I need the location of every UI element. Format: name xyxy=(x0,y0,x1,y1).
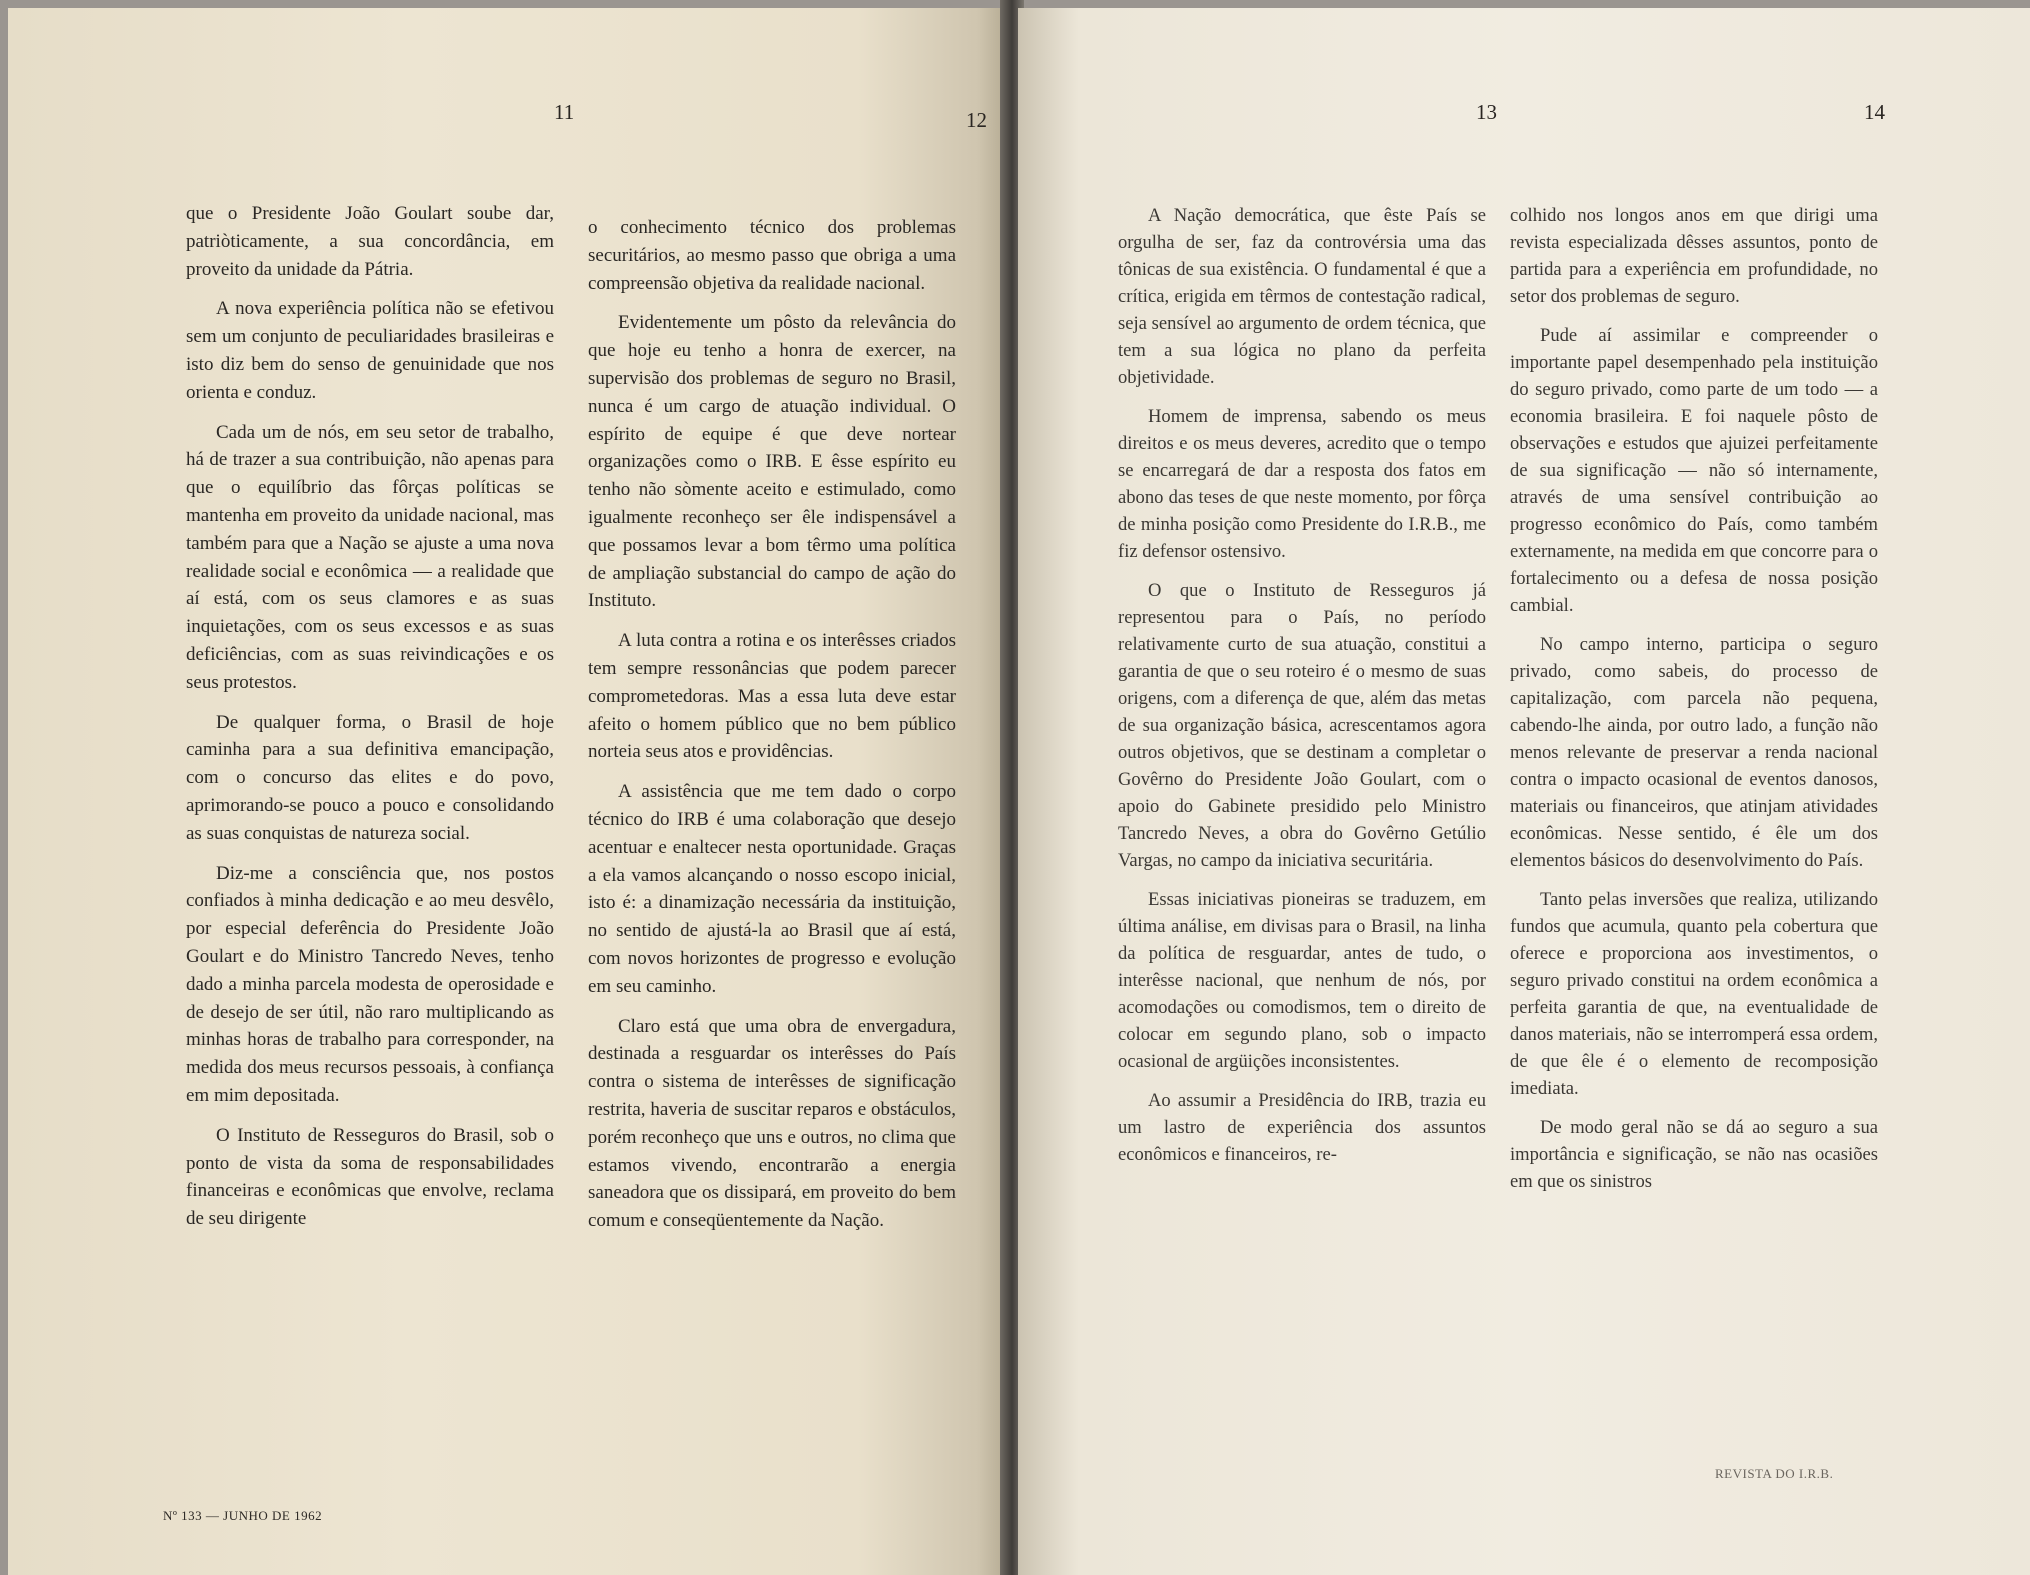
column-page-12 xyxy=(588,214,956,1247)
page-number-14: 14 xyxy=(1864,100,1885,124)
paragraph: Claro está que uma obra de envergadura, destinada a resguardar os interêsses do País contra o sistema de interêsses de significação restrita, haveria de suscitar reparos e obstáculos, porém reconheço que uns e outros, no clima que estamos vivendo, encontrarão a energia saneadora que os dissipará, em proveito do bem comum e conseqüentemente da Nação. xyxy=(588,1015,956,1232)
page-number-13: 13 xyxy=(1476,100,1497,124)
paragraph: Tanto pelas inversões que realiza, utilizando fundos que acumula, quanto pela cobertura que oferece e proporciona aos investimentos, o seguro privado constitui na ordem econômica a perfeita garantia de que, na eventualidade de danos materiais, não se interromperá essa ordem, de que êle é o elemento de recomposição imediata. xyxy=(1510,889,1878,1099)
paragraph: colhido nos longos anos em que dirigi uma revista especializada dêsses assuntos, ponto de partida para a experiência em profundidade, no setor dos problemas de seguro. xyxy=(1510,205,1878,307)
paragraph: Ao assumir a Presidência do IRB, trazia eu um lastro de experiência dos assuntos econômicos e financeiros, re- xyxy=(1118,1090,1486,1165)
paragraph: A Nação democrática, que êste País se orgulha de ser, faz da controvérsia uma das tônicas de sua existência. O fundamental é que a crítica, erigida em têrmos de contestação radical, seja sensível ao argumento de ordem técnica, que tem a sua lógica no plano da perfeita objetividade. xyxy=(1118,205,1486,388)
page-number-11: 11 xyxy=(554,100,575,124)
paragraph: Pude aí assimilar e compreender o importante papel desempenhado pela instituição do seguro privado, como parte de um todo — a economia brasileira. E foi naquele pôsto de observações e estudos que ajuizei perfeitamente de sua significação — não só internamente, através de uma sensível contribuição ao progresso econômico do País, como também externamente, na medida em que concorre para o fortalecimento ou a defesa de nossa posição cambial. xyxy=(1510,325,1878,616)
paragraph: No campo interno, participa o seguro privado, como sabeis, do processo de capitalização, com parcela não pequena, cabendo-lhe ainda, por outro lado, a função não menos relevante de preservar a renda nacional contra o impacto ocasional de eventos danosos, materiais ou financeiros, que atinjam atividades econômicas. Nesse sentido, é êle um dos elementos básicos do desenvolvimento do País. xyxy=(1510,634,1878,871)
column-page-11 xyxy=(186,200,554,1245)
paragraph: Diz-me a consciência que, nos postos confiados à minha dedicação e ao meu desvêlo, por especial deferência do Presidente João Goulart e do Ministro Tancredo Neves, tenho dado a minha parcela modesta de operosidade e de desejo de ser útil, não raro multiplicando as minhas horas de trabalho para corresponder, na medida dos meus recursos pessoais, à confiança em mim depositada. xyxy=(186,862,554,1106)
paragraph: A nova experiência política não se efetivou sem um conjunto de peculiaridades brasileiras e isto diz bem do senso de genuinidade que nos orienta e conduz. xyxy=(186,298,554,403)
paragraph: A assistência que me tem dado o corpo técnico do IRB é uma colaboração que desejo acentuar e enaltecer nesta oportunidade. Graças a ela vamos alcançando o nosso escopo inicial, isto é: a dinamização necessária da instituição, no sentido de ajustá-la ao Brasil que aí está, com novos horizontes de progresso e evolução em seu caminho. xyxy=(588,781,956,997)
paragraph: Essas iniciativas pioneiras se traduzem, em última análise, em divisas para o Brasil, na linha da política de resguardar, antes de tudo, o interêsse nacional, que nenhum de nós, por acomodações ou comodismos, tem o direito de colocar em segundo plano, sob o impacto ocasional de argüições inconsistentes. xyxy=(1118,889,1486,1072)
paragraph: A luta contra a rotina e os interêsses criados tem sempre ressonâncias que podem parecer comprometedoras. Mas a essa luta deve estar afeito o homem público que no bem público norteia seus atos e providências. xyxy=(588,630,956,763)
paragraph: que o Presidente João Goulart soube dar, patriòticamente, a sua concordância, em proveito da unidade da Pátria. xyxy=(186,203,554,280)
left-page xyxy=(8,8,1008,1575)
paragraph: Evidentemente um pôsto da relevância do que hoje eu tenho a honra de exercer, na supervisão dos problemas de seguro no Brasil, nunca é um cargo de atuação individual. O espírito de equipe é que deve nortear organizações como o IRB. E êsse espírito eu tenho não sòmente aceito e estimulado, como igualmente reconheço ser êle indispensável a que possamos levar a bom têrmo uma política de ampliação substancial do campo de ação do Instituto. xyxy=(588,312,956,612)
paragraph: Cada um de nós, em seu setor de trabalho, há de trazer a sua contribuição, não apenas para que o equilíbrio das fôrças políticas se mantenha em proveito da unidade nacional, mas também para que a Nação se ajuste a uma nova realidade social e econômica — a realidade que aí está, com os seus clamores e as suas inquietações, com os seus excessos e as suas deficiências, com as suas reivindicações e os seus protestos. xyxy=(186,421,554,693)
paragraph: De modo geral não se dá ao seguro a sua importância e significação, se não nas ocasiões em que os sinistros xyxy=(1510,1117,1878,1192)
paragraph: O Instituto de Resseguros do Brasil, sob o ponto de vista da soma de responsabilidades financeiras e econômicas que envolve, reclama de seu dirigente xyxy=(186,1124,554,1230)
paragraph: O que o Instituto de Resseguros já representou para o País, no período relativamente curto de sua atuação, constitui a garantia de que o seu roteiro é o mesmo de suas origens, com a diferença de que, além das metas de sua organização básica, acrescentamos agora outros objetivos, que se destinam a completar o Govêrno do Presidente João Goulart, com o apoio do Gabinete presidido pelo Ministro Tancredo Neves, a obra do Govêrno Getúlio Vargas, no campo da iniciativa securitária. xyxy=(1118,580,1486,871)
journal-footer: REVISTA DO I.R.B. xyxy=(1715,1466,1834,1481)
column-page-14 xyxy=(1510,202,1878,1207)
paragraph: De qualquer forma, o Brasil de hoje caminha para a sua definitiva emancipação, com o concurso das elites e do povo, aprimorando-se pouco a pouco e consolidando as suas conquistas de natureza social. xyxy=(186,711,554,844)
issue-footer: Nº 133 — JUNHO DE 1962 xyxy=(163,1508,323,1523)
page-number-12: 12 xyxy=(966,108,987,132)
right-page xyxy=(1018,8,2030,1575)
paragraph: o conhecimento técnico dos problemas securitários, ao mesmo passo que obriga a uma compreensão objetiva da realidade nacional. xyxy=(588,217,956,294)
column-page-13 xyxy=(1118,202,1486,1180)
paragraph: Homem de imprensa, sabendo os meus direitos e os meus deveres, acredito que o tempo se encarregará de dar a resposta dos fatos em abono das teses de que neste momento, por fôrça de minha posição como Presidente do I.R.B., me fiz defensor ostensivo. xyxy=(1118,406,1486,562)
